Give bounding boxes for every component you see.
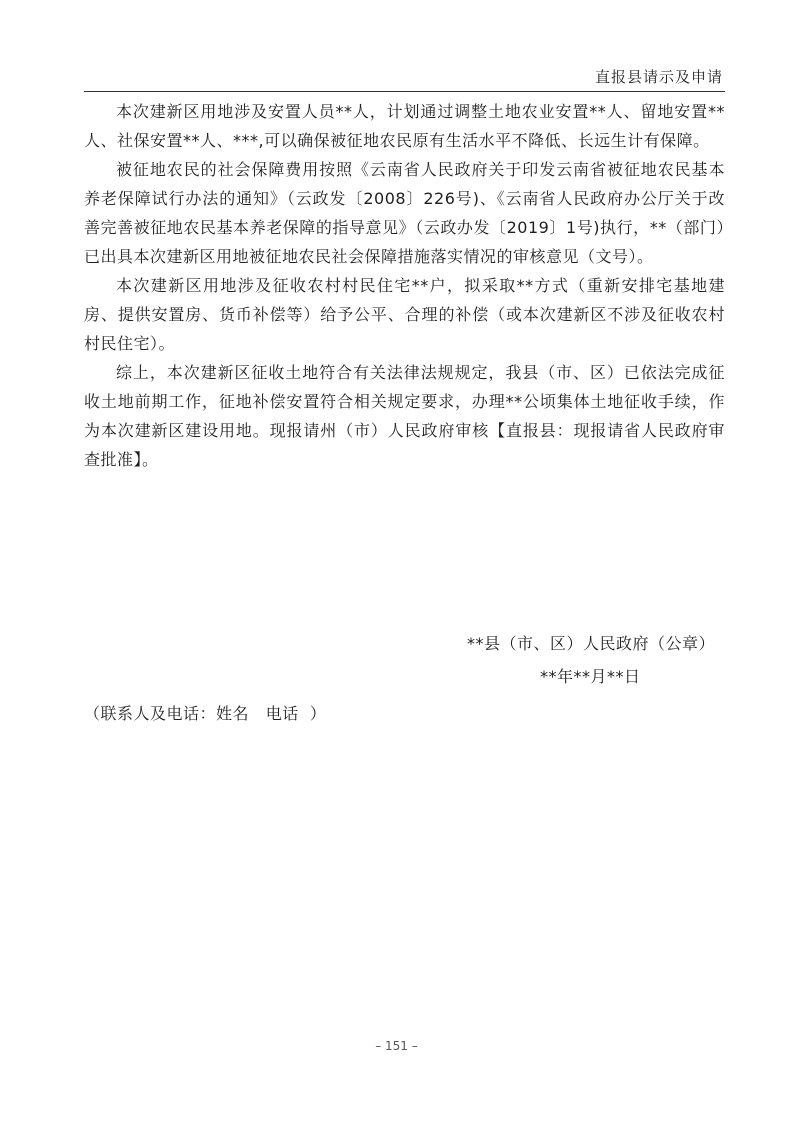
header-divider [84,91,725,92]
paragraph-conclusion: 综上，本次建新区征收土地符合有关法律法规规定，我县（市、区）已依法完成征收土地前期工作，征地补偿安置符合相关规定要求，办理**公顷集体土地征收手续，作为本次建新区建设用地。现报请州（市）人民政府审核【直报县：现报请省人民政府审查批准】。 [84,363,725,469]
signature-date: **年**月**日 [540,667,641,686]
paragraph-social-security: 被征地农民的社会保障费用按照《云南省人民政府关于印发云南省被征地农民基本养老保障试行办法的通知》（云政发〔2008〕226号)、《云南省人民政府办公厅关于改善完善被征地农民基本养老保障的指导意见》（云政办发〔2019〕1号)执行，**（部门）已出具本次建新区用地被征地农民社会保障措施落实情况的审核意见（文号）。 [84,160,725,266]
header-title: 直报县请示及申请 [594,68,723,86]
document-body [84,97,725,474]
page-number: – 151 – [375,1039,418,1053]
paragraph-housing: 本次建新区用地涉及征收农村村民住宅**户，拟采取**方式（重新安排宅基地建房、提供安置房、货币补偿等）给予公平、合理的补偿（或本次建新区不涉及征收农村村民住宅）。 [84,276,725,353]
contact-info: （联系人及电话：姓名 电话 ） [84,704,327,723]
signature-org: **县（市、区）人民政府（公章） [466,634,715,653]
paragraph-resettlement: 本次建新区用地涉及安置人员**人，计划通过调整土地农业安置**人、留地安置**人、社保安置**人、***,可以确保被征地农民原有生活水平不降低、长远生计有保障。 [84,102,725,150]
